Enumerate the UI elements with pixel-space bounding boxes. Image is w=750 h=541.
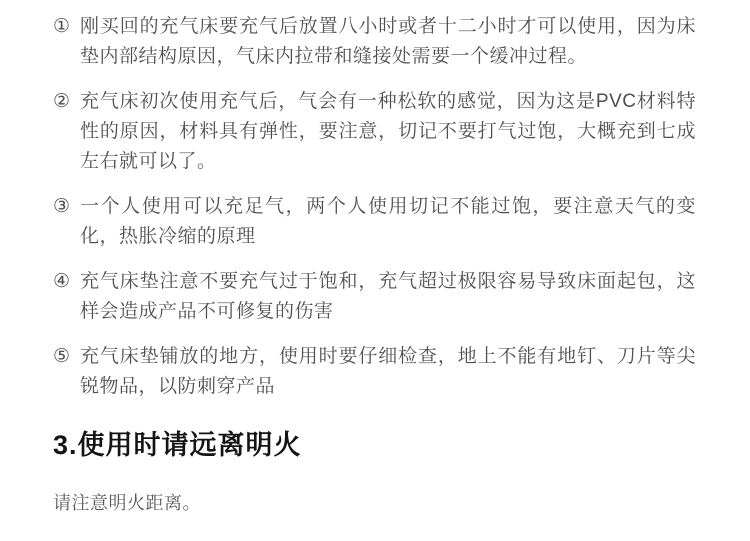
list-item — [53, 342, 696, 402]
list-item-marker: ④ — [53, 271, 71, 292]
list-item-marker: ② — [53, 91, 71, 112]
list-item-text: 充气床垫铺放的地方，使用时要仔细检查，地上不能有地钉、刀片等尖锐物品，以防刺穿产品 — [80, 346, 696, 397]
list-item — [53, 87, 696, 177]
list-item-text: 充气床初次使用充气后，气会有一种松软的感觉，因为这是PVC材料特性的原因，材料具有弹性，要注意，切记不要打气过饱，大概充到七成左右就可以了。 — [80, 91, 696, 172]
usage-notes-list — [53, 12, 696, 402]
list-item-marker: ③ — [53, 196, 71, 217]
list-item — [53, 192, 696, 252]
section-heading: 3.使用时请远离明火 — [53, 430, 302, 460]
list-item — [53, 12, 696, 72]
list-item-text: 一个人使用可以充足气，两个人使用切记不能过饱，要注意天气的变化，热胀冷缩的原理 — [80, 196, 696, 247]
list-item — [53, 267, 696, 327]
list-item-text: 充气床垫注意不要充气过于饱和，充气超过极限容易导致床面起包，这样会造成产品不可修复的伤害 — [80, 271, 696, 322]
list-item-marker: ⑤ — [53, 346, 71, 367]
list-item-marker: ① — [53, 16, 71, 37]
list-item-text: 刚买回的充气床要充气后放置八小时或者十二小时才可以使用，因为床垫内部结构原因，气床内拉带和缝接处需要一个缓冲过程。 — [80, 16, 696, 67]
section-body-text: 请注意明火距离。 — [53, 493, 201, 513]
